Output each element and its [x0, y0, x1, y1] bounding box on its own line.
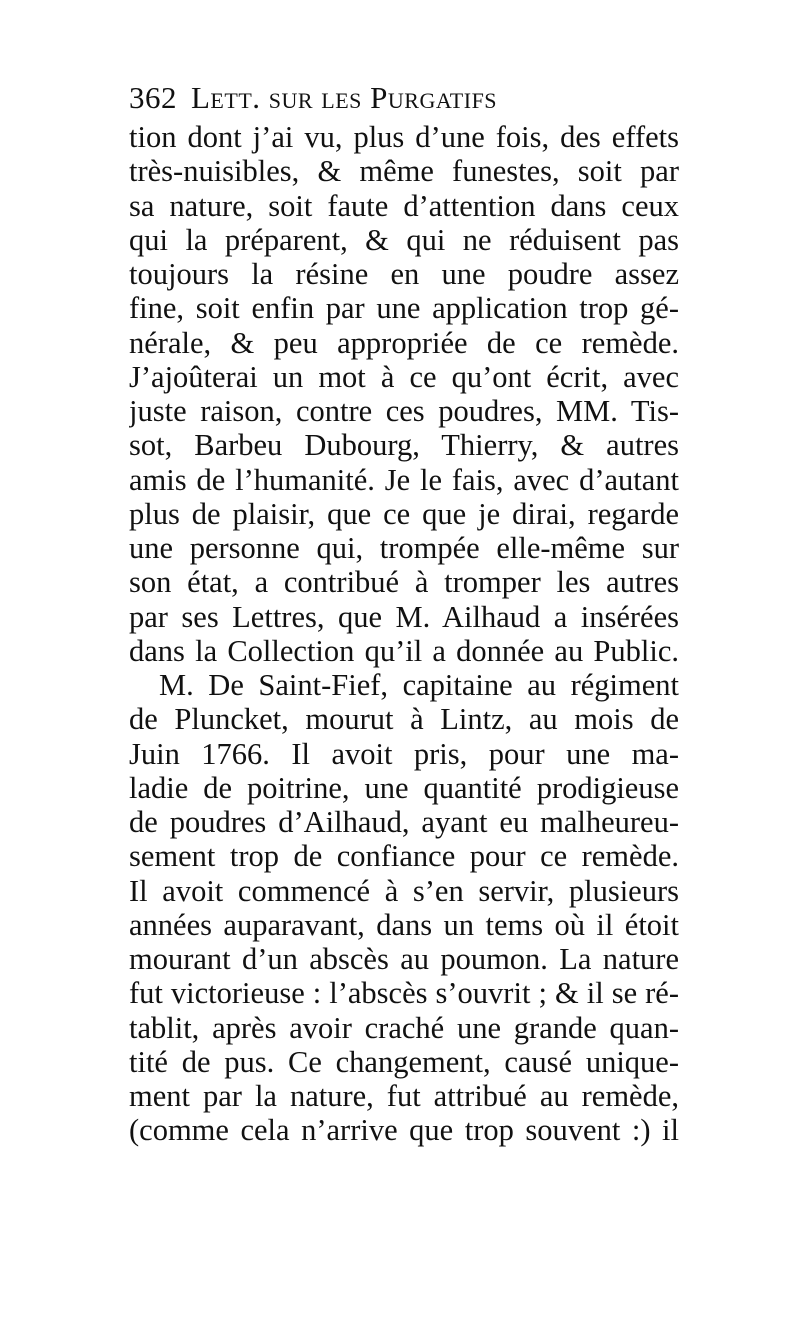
text-line: amis de l’humanité. Je le fais, avec d’autant: [129, 462, 679, 497]
paragraph-start-line: M. De Saint-Fief, capitaine au régiment: [159, 668, 679, 702]
text-line: très-nuisibles, & même funestes, soit par: [129, 154, 679, 189]
text-line: fine, soit enfin par une application trop gé-: [129, 291, 679, 326]
text-line: (comme cela n’arrive que trop souvent :) il: [129, 1113, 679, 1148]
text-line: toujours la résine en une poudre assez: [129, 257, 679, 291]
running-head: [129, 76, 689, 120]
text-line: qui la préparent, & qui ne réduisent pas: [129, 222, 679, 257]
text-line: J’ajoûterai un mot à ce qu’ont écrit, avec: [129, 359, 679, 394]
text-line: sot, Barbeu Dubourg, Thierry, & autres: [129, 428, 679, 463]
running-title: Lett. sur les Purgatifs: [191, 80, 498, 115]
body-text: [129, 120, 679, 1148]
text-line: plus de plaisir, que ce que je dirai, regarde: [129, 496, 679, 531]
text-line: fut victorieuse : l’abscès s’ouvrit ; & il se ré-: [129, 976, 679, 1011]
text-line: par ses Lettres, que M. Ailhaud a insérées: [129, 599, 679, 634]
text-line: sa nature, soit faute d’attention dans ceux: [129, 188, 679, 223]
text-line: tité de pus. Ce changement, causé unique-: [129, 1044, 679, 1079]
text-line: sement trop de confiance pour ce remède.: [129, 839, 679, 874]
page-number: 362: [129, 80, 177, 115]
text-line: ladie de poitrine, une quantité prodigieuse: [129, 770, 679, 805]
text-line: juste raison, contre ces poudres, MM. Tis-: [129, 394, 679, 428]
text-line: de Pluncket, mourut à Lintz, au mois de: [129, 702, 679, 737]
text-line: tion dont j’ai vu, plus d’une fois, des effets: [129, 120, 679, 154]
text-line: ment par la nature, fut attribué au remède,: [129, 1079, 679, 1113]
text-line: mourant d’un abscès au poumon. La nature: [129, 942, 679, 976]
text-line: nérale, & peu appropriée de ce remède.: [129, 325, 679, 360]
text-line: son état, a contribué à tromper les autres: [129, 565, 679, 600]
text-line: Juin 1766. Il avoit pris, pour une ma-: [129, 736, 679, 771]
text-line: tablit, après avoir craché une grande quan-: [129, 1010, 679, 1045]
text-line: dans la Collection qu’il a donnée au Public.: [129, 633, 679, 668]
text-line: Il avoit commencé à s’en servir, plusieurs: [129, 873, 679, 908]
text-line: années auparavant, dans un tems où il étoit: [129, 907, 679, 942]
text-line: une personne qui, trompée elle-même sur: [129, 531, 679, 565]
text-line: de poudres d’Ailhaud, ayant eu malheureu-: [129, 805, 679, 839]
